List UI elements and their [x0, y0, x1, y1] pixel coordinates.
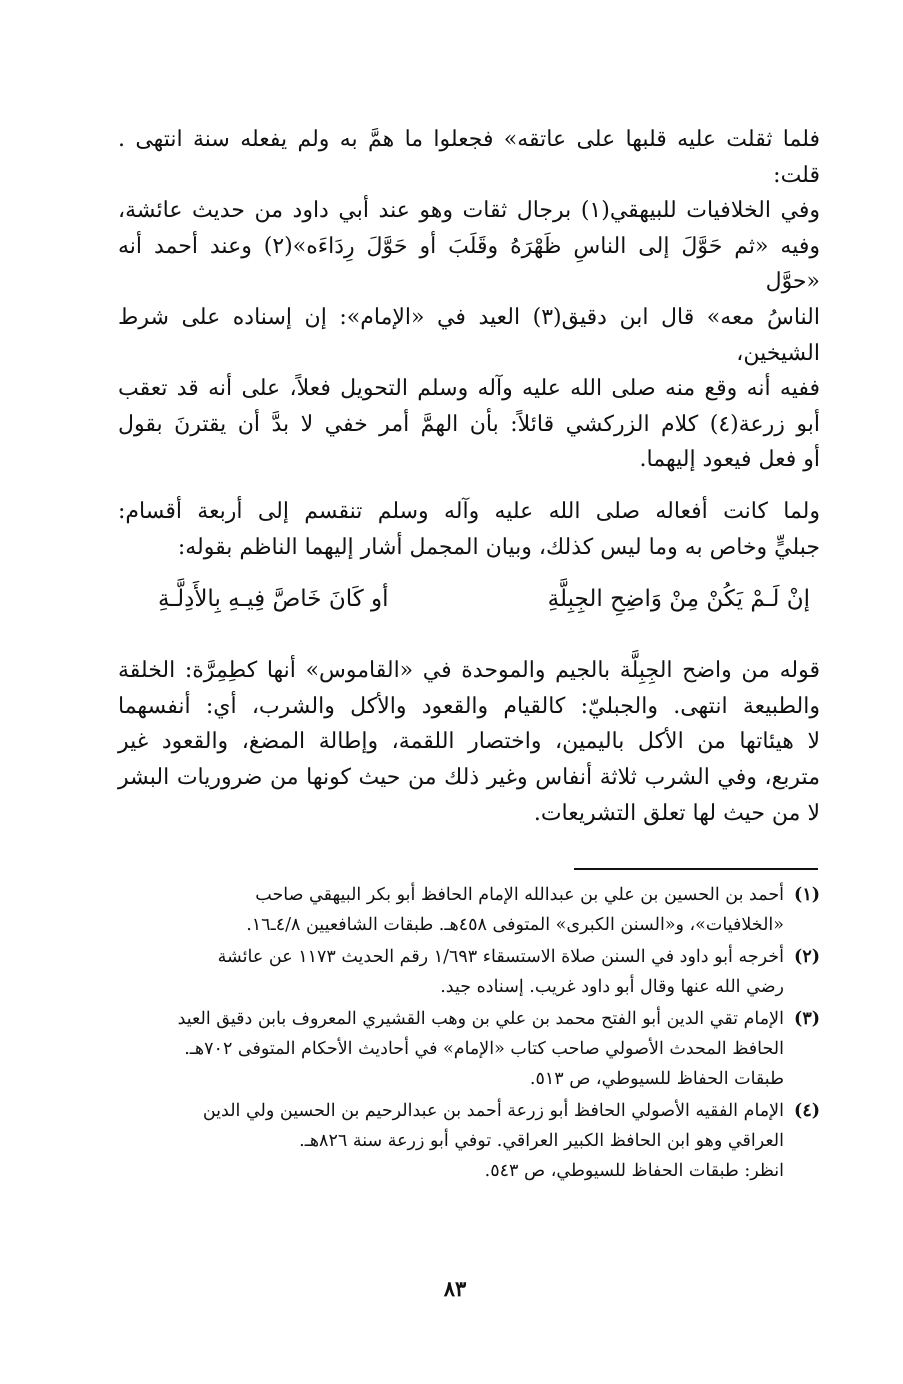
text-line: جبليٍّ وخاص به وما ليس كذلك، وبيان المجمل أشار إليهما الناظم بقوله: — [177, 534, 820, 560]
paragraph-1 — [118, 122, 820, 478]
verse-second-hemistich: أو كَانَ خَاصَّ فِيـهِ بِالأَدِلَّـةِ — [158, 586, 389, 613]
page-number: ٨٣ — [443, 1276, 467, 1301]
text-line: فلما ثقلت عليه قلبها على عاتقه» فجعلوا ما همَّ به ولم يفعله سنة انتهى . قلت: — [118, 127, 820, 188]
paragraph-3 — [118, 653, 820, 831]
paragraph-2 — [118, 494, 820, 565]
text-line: لا من حيث لها تعلق التشريعات. — [533, 800, 820, 826]
footnote-number: (٣) — [794, 1009, 820, 1029]
text-line: لا هيئاتها من الأكل باليمين، واختصار اللقمة، وإطالة المضغ، والقعود غير — [118, 729, 820, 755]
footnote-text — [118, 1004, 784, 1094]
text-line: وفي الخلافيات للبيهقي(١) برجال ثقات وهو عند أبي داود من حديث عائشة، — [118, 198, 820, 224]
footnote-line: طبقات الحفاظ للسيوطي، ص ٥١٣. — [529, 1069, 784, 1089]
text-line: متربع، وفي الشرب ثلاثة أنفاس وغير ذلك من حيث كونها من ضروريات البشر — [118, 764, 820, 790]
footnote-3 — [118, 1004, 820, 1094]
text-line: أو فعل فيعود إليهما. — [639, 447, 820, 473]
footnote-line: الإمام الفقيه الأصولي الحافظ أبو زرعة أحمد بن عبدالرحيم بن الحسين ولي الدين — [202, 1101, 784, 1121]
text-line: أبو زرعة(٤) كلام الزركشي قائلاً: بأن الهمَّ أمر خفي لا بدَّ أن يقترنَ بقول — [118, 411, 820, 437]
text-line: الناسُ معه» قال ابن دقيق(٣) العيد في «الإمام»: إن إسناده على شرط الشيخين، — [118, 304, 820, 366]
footnote-line: رضي الله عنها وقال أبو داود غريب. إسناده جيد. — [440, 977, 784, 997]
footnote-line: انظر: طبقات الحفاظ للسيوطي، ص ٥٤٣. — [484, 1161, 784, 1181]
footnote-number: (١) — [794, 885, 820, 905]
footnote-text — [118, 1096, 784, 1186]
text-line: وفيه «ثم حَوَّلَ إلى الناسِ ظَهْرَهُ وقَلَبَ أو حَوَّلَ رِدَاءَه»(٢) وعند أحمد أنه «حوَّل — [118, 233, 820, 295]
text-line: قوله من واضح الجِبِلَّة بالجيم والموحدة في «القاموس» أنها كطِمِرَّة: الخلقة — [118, 658, 820, 684]
footnote-text — [118, 880, 784, 940]
footnote-line: أحمد بن الحسين بن علي بن عبدالله الإمام الحافظ أبو بكر البيهقي صاحب — [255, 885, 784, 905]
footnote-line: أخرجه أبو داود في السنن صلاة الاستسقاء ١/٦٩٣ رقم الحديث ١١٧٣ عن عائشة — [217, 947, 784, 967]
footnote-2 — [118, 942, 820, 1002]
verse-first-hemistich: إنْ لَـمْ يَكُنْ مِنْ وَاضِحِ الجِبِلَّةِ — [547, 586, 810, 613]
text-line: والطبيعة انتهى. والجبليّ: كالقيام والقعود والأكل والشرب، أي: أنفسهما — [118, 693, 820, 719]
poem-verse — [158, 579, 810, 619]
footnote-number: (٤) — [794, 1101, 820, 1121]
footnotes — [118, 880, 820, 1188]
text-line: ففيه أنه وقع منه صلى الله عليه وآله وسلم التحويل فعلاً، على أنه قد تعقب — [118, 376, 820, 402]
footnote-text — [118, 942, 784, 1002]
main-text — [118, 122, 820, 831]
footnote-number: (٢) — [794, 947, 820, 967]
footnote-1 — [118, 880, 820, 940]
footnote-line: «الخلافيات»، و«السنن الكبرى» المتوفى ٤٥٨هـ. طبقات الشافعيين ٤/٨ـ١٦. — [246, 915, 784, 935]
footnote-line: العراقي وهو ابن الحافظ الكبير العراقي. توفي أبو زرعة سنة ٨٢٦هـ. — [299, 1131, 784, 1151]
footnote-line: الإمام تقي الدين أبو الفتح محمد بن علي بن وهب القشيري المعروف بابن دقيق العيد — [177, 1009, 784, 1029]
text-line: ولما كانت أفعاله صلى الله عليه وآله وسلم تنقسم إلى أربعة أقسام: — [118, 498, 820, 524]
footnote-line: الحافظ المحدث الأصولي صاحب كتاب «الإمام» في أحاديث الأحكام المتوفى ٧٠٢هـ. — [184, 1039, 784, 1059]
footnote-4 — [118, 1096, 820, 1186]
footnote-separator — [574, 868, 818, 870]
